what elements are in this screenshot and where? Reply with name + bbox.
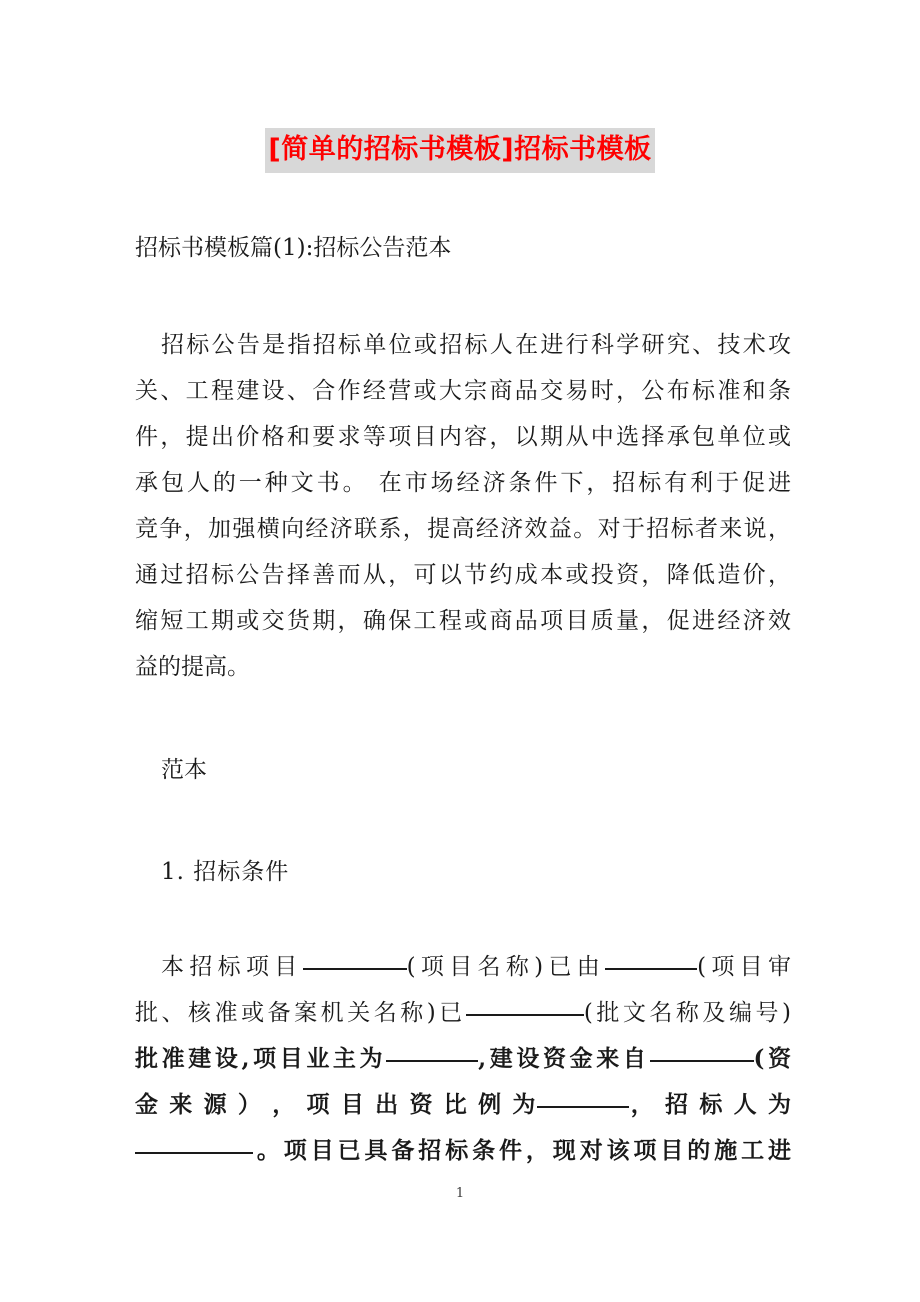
paragraph-line	[135, 322, 791, 368]
form-text: (项目名称)已由	[406, 954, 606, 980]
document-subtitle: 招标书模板篇(1):招标公告范本	[135, 235, 452, 261]
paragraph-line	[135, 506, 791, 552]
form-line	[135, 944, 791, 990]
paragraph-bidding-conditions	[135, 944, 791, 1174]
form-text: 金 来 源 ） ， 项 目 出 资 比 例 为	[135, 1091, 538, 1118]
blank-funding-ratio[interactable]	[537, 1106, 629, 1108]
paragraph-line	[135, 598, 791, 644]
paragraph-intro	[135, 322, 791, 690]
form-text: (项目审	[697, 954, 792, 980]
blank-tenderer[interactable]	[135, 1152, 253, 1154]
paragraph-line	[135, 644, 791, 690]
form-text: 本招标项目	[161, 954, 303, 980]
paragraph-line-text: 缩短工期或交货期，确保工程或商品项目质量，促进经济效	[135, 608, 791, 634]
form-text: ， 招 标 人 为	[629, 1091, 791, 1118]
form-line-content	[135, 1036, 791, 1082]
paragraph-line-text: 招标公告是指招标单位或招标人在进行科学研究、技术攻	[161, 332, 791, 358]
page-number: 1	[455, 1186, 465, 1201]
page-title: [简单的招标书模板]招标书模板	[265, 128, 654, 173]
paragraph-line	[135, 414, 791, 460]
paragraph-line-text: 通过招标公告择善而从，可以节约成本或投资，降低造价，	[135, 562, 791, 588]
form-text: (批文名称及编号)	[583, 1000, 791, 1026]
blank-fund-source[interactable]	[650, 1060, 754, 1062]
paragraph-line-text: 竞争，加强横向经济联系，提高经济效益。对于招标者来说，	[135, 516, 791, 542]
document-title-row	[0, 128, 920, 173]
paragraph-line	[135, 368, 791, 414]
form-line	[135, 990, 791, 1036]
paragraph-line	[135, 552, 791, 598]
form-line-content	[135, 990, 791, 1036]
form-text: 。项目已具备招标条件，现对该项目的施工进	[253, 1137, 791, 1164]
paragraph-line-text: 承包人的一种文书。 在市场经济条件下，招标有利于促进	[135, 470, 791, 496]
section-heading-item1: 1. 招标条件	[161, 859, 290, 885]
paragraph-line-text: 关、工程建设、合作经营或大宗商品交易时，公布标准和条	[135, 378, 791, 404]
form-text: (资	[753, 1045, 791, 1072]
form-line	[135, 1036, 791, 1082]
section-label-fanben: 范本	[161, 757, 207, 783]
blank-approver[interactable]	[605, 968, 697, 970]
form-text: 批准建设,项目业主为	[135, 1045, 387, 1072]
blank-project-owner[interactable]	[386, 1060, 478, 1062]
form-line	[135, 1128, 791, 1174]
paragraph-line	[135, 460, 791, 506]
form-text: 批、核准或备案机关名称)已	[135, 1000, 466, 1026]
form-line-content	[135, 1082, 791, 1128]
paragraph-line-text: 件，提出价格和要求等项目内容，以期从中选择承包单位或	[135, 424, 791, 450]
blank-project-name[interactable]	[303, 968, 407, 970]
form-line-content	[135, 944, 791, 990]
blank-approval-doc[interactable]	[466, 1014, 584, 1016]
form-line	[135, 1082, 791, 1128]
form-line-content	[135, 1128, 791, 1174]
form-text: ,建设资金来自	[478, 1045, 650, 1072]
paragraph-line-text: 益的提高。	[135, 654, 250, 680]
